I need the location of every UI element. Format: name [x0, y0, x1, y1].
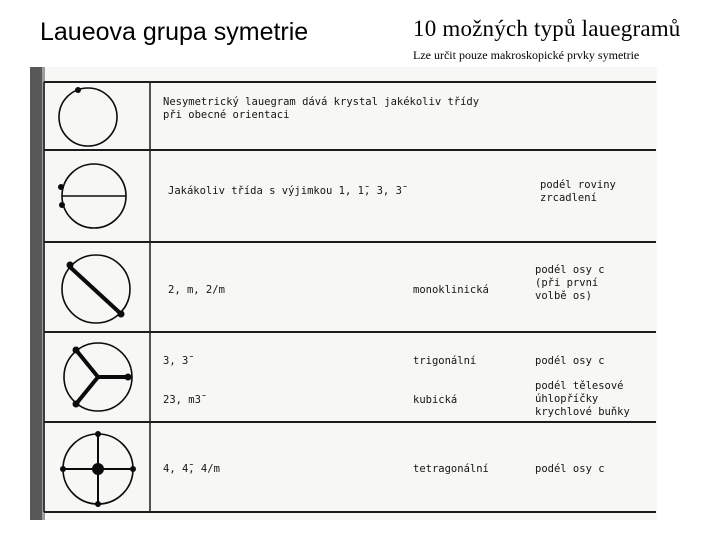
row-4-direction-2: podél tělesové úhlopříčky krychlové buňky	[535, 380, 630, 418]
lauegram-twofold-axis	[62, 255, 130, 323]
row-4-system: trigonální	[413, 355, 477, 367]
scanned-table-image	[30, 67, 657, 520]
subtitle: Lze určit pouze makroskopické prvky symetrie	[413, 48, 640, 62]
row-4-system-2: kubická	[413, 394, 458, 406]
row-1-class: Nesymetrický lauegram dává krystal jakékoliv třídy při obecné orientaci	[163, 96, 480, 121]
row-5-direction: podél osy c	[535, 463, 605, 475]
row-4-direction: podél osy c	[535, 355, 605, 367]
section-title: 10 možných typů lauegramů	[413, 16, 681, 41]
lauegram-threefold-axis	[64, 343, 132, 411]
row-3-system: monoklinická	[413, 284, 489, 296]
page-title: Laueova grupa symetrie	[40, 18, 309, 46]
lauegram-fourfold-axis	[60, 431, 136, 507]
lauegram-circle-asymmetric	[59, 87, 117, 146]
row-3-direction: podél osy c (při první volbě os)	[535, 264, 605, 302]
row-5-class: 4, 4̄, 4/m	[163, 463, 220, 475]
lauegram-mirror-plane	[58, 164, 126, 228]
row-2-class: Jakákoliv třída s výjimkou 1, 1̄, 3, 3̄	[168, 185, 402, 197]
row-2-direction: podél roviny zrcadlení	[540, 179, 616, 204]
row-3-class: 2, m, 2/m	[168, 284, 225, 296]
row-5-system: tetragonální	[413, 463, 489, 475]
row-4-class-2: 23, m3̄	[163, 394, 201, 406]
row-4-class: 3, 3̄	[163, 355, 189, 367]
